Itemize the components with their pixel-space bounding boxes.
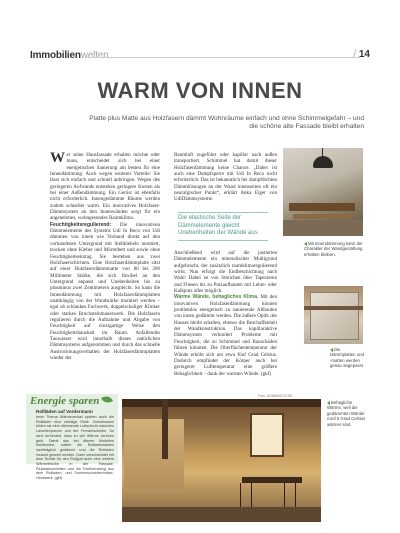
page-number-value: 14 — [358, 49, 370, 60]
caption-1-text: Mit Innendämmung kann der Charakter der Wandgestaltung erhalten bleiben. — [304, 241, 363, 257]
brand-strong: Immobilien — [30, 50, 81, 61]
body-paragraph-2: Raumluft zugeführt oder kapillar nach außen transportiert. Schimmel hat damit dieser Holzfaserdämmung keine Chance. „Daher ist auch eine Dampfsperre mit Udi In Reco nicht erforderlich. Das ist bekanntlich bei dampfdichten Dämmlösungen an der Wand innenseiten oft ein neuralgischer Punkt“, erklärt Anka Eiger von UdiDämmsysteme. — [174, 152, 277, 203]
caption-3-text: Behagliche Wärme, weil die gedämmten Wände rund 5 Grad Celsius wärmer sind. — [327, 400, 366, 427]
caption-pointer-icon — [330, 348, 333, 352]
page-slash: / — [353, 49, 357, 60]
caption-1 — [304, 241, 366, 257]
body-paragraph-3: Anschließend wird auf die justierten Dämmelemente ein mineralischer Multigrund aufgebracht, der zusätzlich raumklimaregulierend wirkt. Nun erfolgt die Endbeschichtung nach Wahl: Dabei ist von Streichen über Tapezieren und Fliesen bis zu Putzaufbauten mit Lehm- oder Kalkputz alles möglich. — [174, 250, 277, 295]
caption-pointer-icon — [304, 242, 307, 246]
body-paragraph-4: Mit den innovativen Holzfaserdämmung können problemlos energetisch zu sanierende Altbauten von innen gedämmt werden. Die äußere Optik des Hauses bleibt erhalten, ebenso die Beschaffenheit der Wandkonstruktion. Das kapillaraktive Dämmsystem verhindert Probleme mit Feuchtigkeit, die zu Schimmel und Bauschäden führen könnten. Die Oberflächentemperatur der Wände erhöht sich um etwa fünf Grad Celsius. Dadurch empfindet der Körper auch bei geringerer Lufttemperatur eine größere Behaglichkeit – dank der warmen Wände. (gkf) — [174, 294, 277, 377]
body-paragraph-1: Die innovativen Dämmelemente des Systems Udi In Reco von Udi dämmen von innen wie Vorhand direkt auf den vorhandenen Untergrund mit Stellklebeln montiert, trocken ohne Kleber und Mörtelbett und sowie ohne Feuchtigkeitseintrag. Sie bestehen aus zwei Holzfaserschichten. Eine Holzfaserdämmplatte sitzt auf einer Holzfaserdämmmatte von 80 bis 200 Millimeter Stärke, die sich flexibel an den Untergrund anpasst und Unebenheiten bis zu plusminus zwei Zentimetern ausgleicht. So kann die Innendämmung mit Holzfaserdämmplatten unabhängig von der Wandstärke montiert werden – egal ob schlankes Fachwerk, doppelschaliger Klinker oder starkes Bruchsteinmauerwerk. Die Holzfasern regulieren durch die Aufnahme und Abgabe von Feuchtigkeit auf einzigartige Weise den Feuchtigkeitshaushalt im Raum. Anfallendes Tauwasser wird innerhalb dieses natürlichen Dämmsystems aufgenommen und durch das schnelle Austrocknungsverhalten der Holzfaserdämmplatten wieder der — [50, 221, 160, 361]
box-body: beim Thema Wärmeverlust spielen auch die Rollläden eine wichtige Rolle. Geschlossen bilden sie eine dämmende Luftschicht zwischen Lamellenpanzer und der Fensterscheibe. So wird verhindert, dass zu viel Wärme verloren geht. Damit das bei älteren Modellen funktioniert, sollten die Rollladenkästen nachträglich gedämmt und die Rollladen instand gesetzt werden. Dann verschwindet mit dem Schlitz für den Rollgurt auch eine weitere Wärmebrücke in der Fassade. Reparaturarbeiten und die Fachberatung aus dem Rollladen- und Sonnenschutztechniker-Handwerk. (gkf) — [36, 415, 114, 481]
subhead-feuchtigkeit: Feuchtigkeitsregulierend: — [50, 221, 112, 228]
energie-sparen-box — [26, 394, 118, 481]
caption-pointer-icon — [327, 401, 330, 405]
photo-insulation-panels — [304, 286, 363, 344]
intro-paragraph: er seine Hausfassade erhalten möchte oder muss, entscheidet sich bei einer energetischen Sanierung am besten für eine Innendämmung. Auch wegen weiterer Vorteile: Sie lässt sich einfach und schnell anbringen. Wegen des geringeren Aufwands entstehen geringere Kosten als bei einer Außendämmung. Ein Gerüst ist ebenfalls nicht erforderlich. Innengedämmte Räume werden zudem schneller warm. Ein innovatives Holzfaser-Dämmsystem an den Innenwänden sorgt für ein angenehmes, wohngesundes Raumklima. — [50, 152, 160, 222]
article-subtitle: Platte plus Matte aus Holzfasern dämmt Wohnräume einfach und ohne Schimmelgefahr – und die schöne alte Fassade bleibt erhalten — [89, 115, 364, 131]
caption-2 — [330, 347, 366, 369]
photo-warm-interior — [122, 399, 321, 522]
leaf-icon — [101, 395, 113, 405]
pendant-lamp-icon — [313, 156, 333, 168]
caption-2-text: Die Dämmplatten und -matten werden genau angepasst — [330, 347, 364, 369]
brand-soft: welten — [80, 50, 109, 61]
box-heading: Rollläden auf Vordermann — [36, 409, 93, 414]
photo-credit: Foto: UDI/MANTOYDE — [258, 394, 293, 398]
subhead-warme-waende: Warme Wände, behagliches Klima. — [174, 294, 259, 301]
caption-3 — [327, 400, 367, 427]
box-title: Energie sparen — [30, 395, 100, 407]
photo-dining-room — [283, 148, 363, 236]
page-number — [353, 49, 370, 60]
pull-quote: Die elastische Seite der Dämmelemente gleicht Unebenheiten der Wände aus — [178, 212, 268, 241]
body-column-1 — [50, 152, 160, 361]
section-brand — [30, 50, 109, 61]
drop-cap: W — [50, 150, 65, 166]
body-column-2 — [174, 152, 277, 203]
article-title: WARM VON INNEN — [97, 78, 303, 103]
body-column-3 — [174, 250, 277, 377]
header-rule — [86, 57, 360, 58]
